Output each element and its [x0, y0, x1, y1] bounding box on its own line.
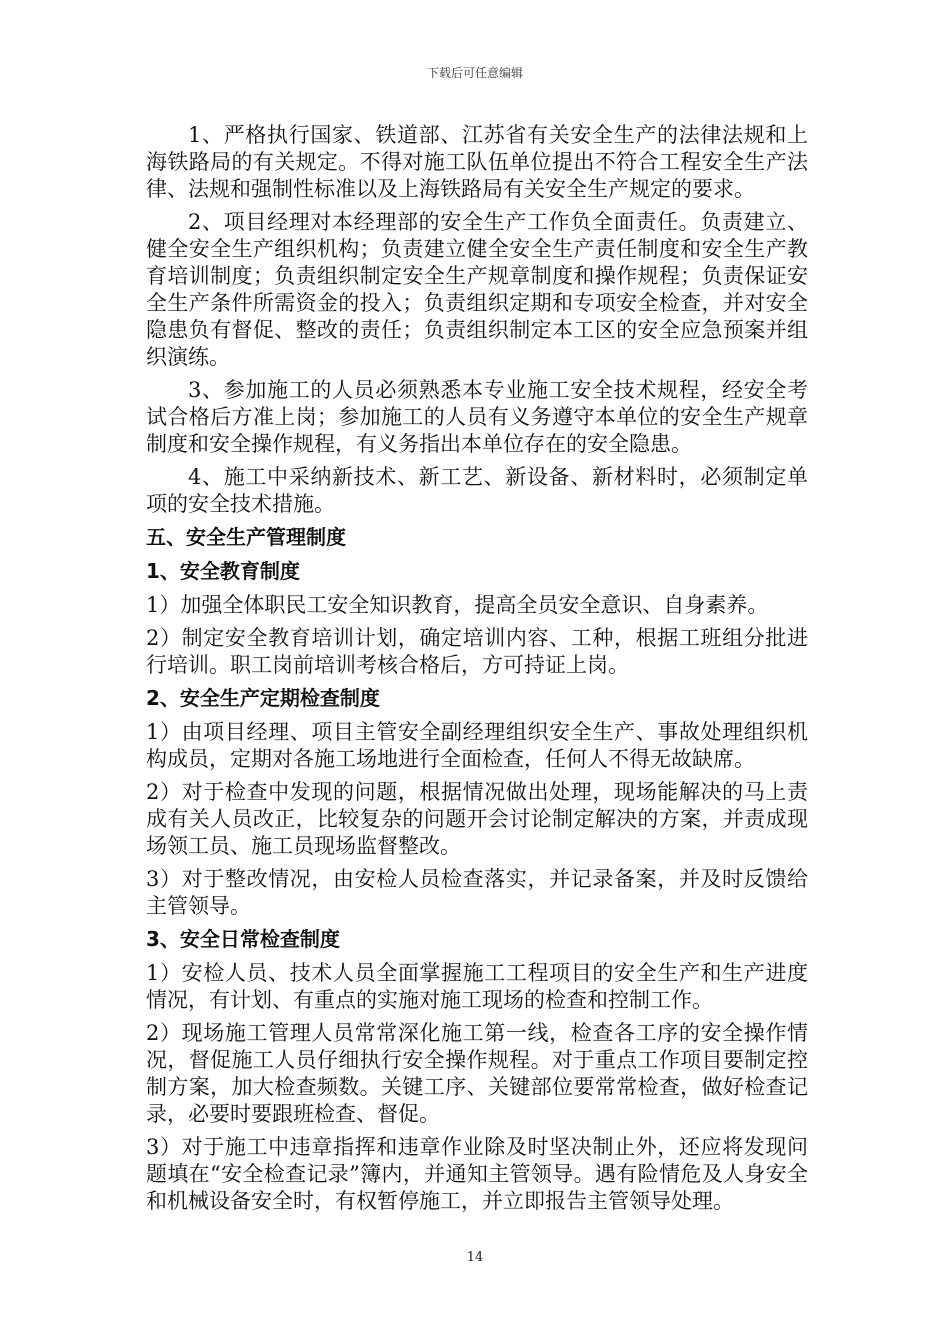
paragraph: 2、项目经理对本经理部的安全生产工作负全面责任。负责建立、健全安全生产组织机构；负责建立健全安全生产责任制度和安全生产教育培训制度；负责组织制定安全生产规章制度和操作规程；负责保证安全生产条件所需资金的投入；负责组织定期和专项安全检查，并对安全隐患负有督促、整改的责任；负责组织制定本工区的安全应急预案并组织演练。	[146, 210, 808, 369]
list-item: 3）对于施工中违章指挥和违章作业除及时坚决制止外，还应将发现问题填在“安全检查记录”簿内，并通知主管领导。遇有险情危及人身安全和机械设备安全时，有权暂停施工，并立即报告主管领导处理。	[146, 1135, 808, 1213]
paragraph: 1、严格执行国家、铁道部、江苏省有关安全生产的法律法规和上海铁路局的有关规定。不得对施工队伍单位提出不符合工程安全生产法律、法规和强制性标准以及上海铁路局有关安全生产规定的要求。	[146, 123, 808, 201]
subsection-heading: 3、安全日常检查制度	[146, 927, 340, 951]
list-item: 1）由项目经理、项目主管安全副经理组织安全生产、事故处理组织机构成员，定期对各施工场地进行全面检查，任何人不得无故缺席。	[146, 720, 808, 771]
list-item: 1）加强全体职民工安全知识教育，提高全员安全意识、自身素养。	[146, 593, 769, 617]
paragraph: 4、施工中采纳新技术、新工艺、新设备、新材料时，必须制定单项的安全技术措施。	[146, 465, 808, 516]
subsection-heading: 2、安全生产定期检查制度	[146, 686, 380, 710]
section-heading: 五、安全生产管理制度	[146, 525, 346, 549]
subsection-heading: 1、安全教育制度	[146, 559, 300, 583]
list-item: 2）制定安全教育培训计划，确定培训内容、工种，根据工班组分批进行培训。职工岗前培训考核合格后，方可持证上岗。	[146, 626, 808, 677]
paragraph: 3、参加施工的人员必须熟悉本专业施工安全技术规程，经安全考试合格后方准上岗；参加施工的人员有义务遵守本单位的安全生产规章制度和安全操作规程，有义务指出本单位存在的安全隐患。	[146, 378, 808, 456]
list-item: 2）对于检查中发现的问题，根据情况做出处理，现场能解决的马上责成有关人员改正，比较复杂的问题开会讨论制定解决的方案，并责成现场领工员、施工员现场监督整改。	[146, 780, 808, 858]
list-item: 2）现场施工管理人员常常深化施工第一线，检查各工序的安全操作情况，督促施工人员仔细执行安全操作规程。对于重点工作项目要制定控制方案，加大检查频数。关键工序、关键部位要常常检查，做好检查记录，必要时要跟班检查、督促。	[146, 1021, 808, 1126]
list-item: 3）对于整改情况，由安检人员检查落实，并记录备案，并及时反馈给主管领导。	[146, 867, 808, 918]
list-item: 1）安检人员、技术人员全面掌握施工工程项目的安全生产和生产进度情况，有计划、有重点的实施对施工现场的检查和控制工作。	[146, 961, 808, 1012]
document-body	[146, 122, 808, 1221]
page-number: 14	[466, 1250, 484, 1265]
page-header: 下载后可任意编辑	[426, 66, 523, 80]
